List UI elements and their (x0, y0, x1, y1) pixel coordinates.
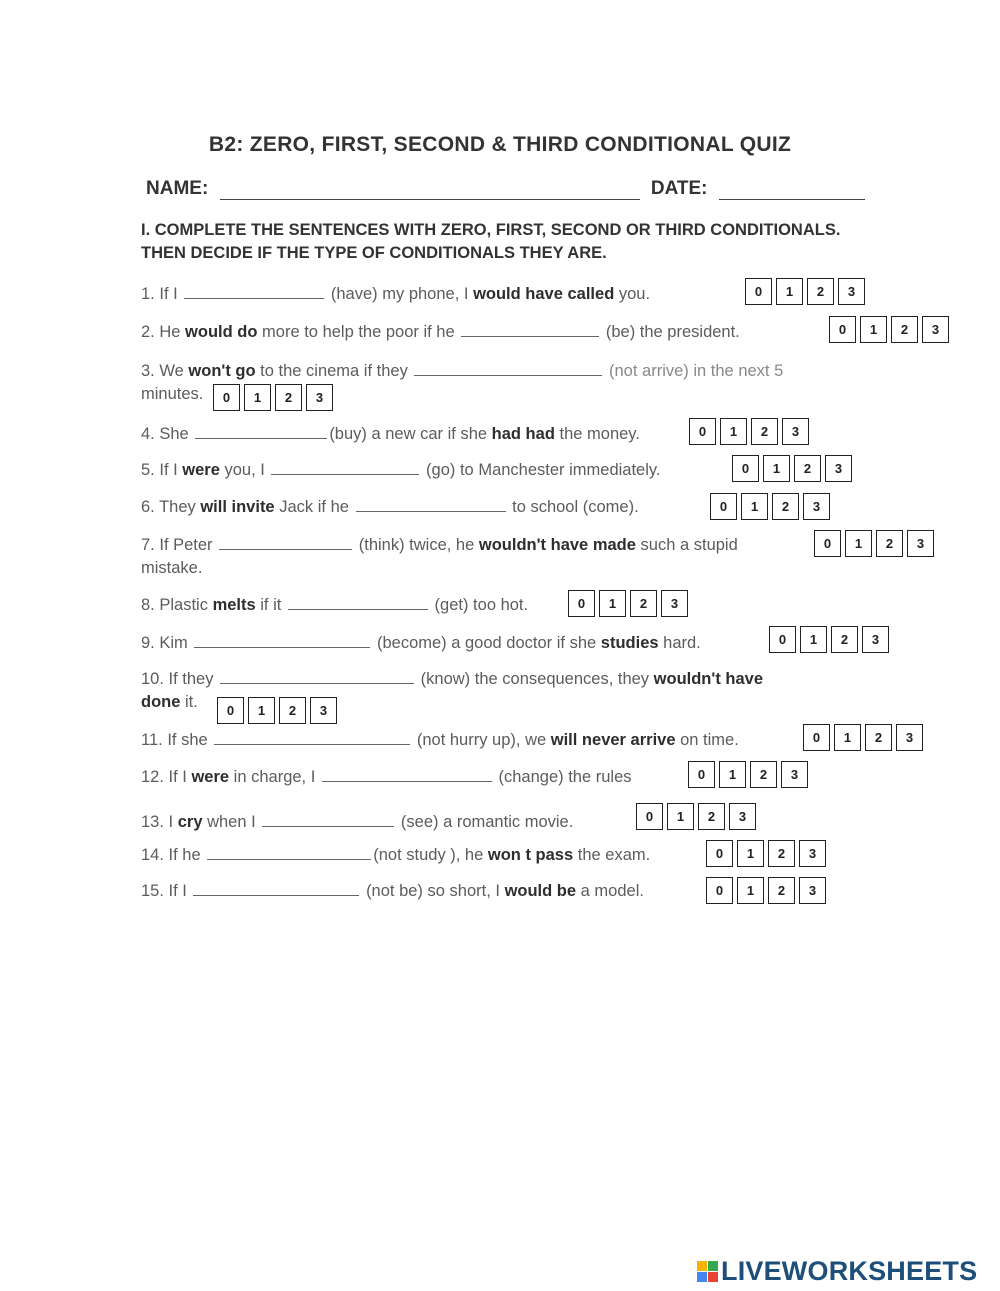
score-box-2[interactable]: 2 (891, 316, 918, 343)
question-13: 13. I cry when I (see) a romantic movie. (141, 813, 574, 831)
question-5: 5. If I were you, I (go) to Manchester immediately. (141, 461, 661, 479)
quiz-title: B2: ZERO, FIRST, SECOND & THIRD CONDITIONAL QUIZ (208, 133, 792, 156)
score-box-1[interactable]: 1 (776, 278, 803, 305)
question-10: 10. If they (know) the consequences, they wouldn't have done it. (141, 670, 764, 711)
score-box-2[interactable]: 2 (279, 697, 306, 724)
score-box-0[interactable]: 0 (745, 278, 772, 305)
score-boxes-6 (710, 493, 833, 520)
score-box-1[interactable]: 1 (719, 761, 746, 788)
question-12: 12. If I were in charge, I (change) the rules (141, 768, 632, 786)
score-box-3[interactable]: 3 (799, 877, 826, 904)
question-11: 11. If she (not hurry up), we will never arrive on time. (141, 731, 739, 749)
score-boxes-1 (745, 278, 868, 305)
score-box-1[interactable]: 1 (599, 590, 626, 617)
name-field[interactable] (220, 181, 640, 200)
answer-blank[interactable] (322, 766, 492, 782)
score-box-3[interactable]: 3 (306, 384, 333, 411)
logo-text: LIVEWORKSHEETS (721, 1256, 978, 1286)
question-4: 4. She (buy) a new car if she had had the money. (141, 425, 640, 443)
score-boxes-3 (213, 384, 336, 411)
score-box-2[interactable]: 2 (865, 724, 892, 751)
score-box-1[interactable]: 1 (737, 877, 764, 904)
score-box-1[interactable]: 1 (248, 697, 275, 724)
score-box-2[interactable]: 2 (768, 877, 795, 904)
score-boxes-4 (689, 418, 812, 445)
score-box-1[interactable]: 1 (800, 626, 827, 653)
answer-blank[interactable] (414, 360, 602, 376)
score-boxes-7 (814, 530, 937, 557)
score-box-1[interactable]: 1 (845, 530, 872, 557)
score-box-2[interactable]: 2 (275, 384, 302, 411)
score-box-2[interactable]: 2 (794, 455, 821, 482)
score-boxes-12 (688, 761, 811, 788)
answer-blank[interactable] (214, 729, 410, 745)
name-label: NAME: (146, 178, 209, 199)
score-boxes-8 (568, 590, 691, 617)
score-box-2[interactable]: 2 (831, 626, 858, 653)
answer-blank[interactable] (193, 880, 359, 896)
score-box-2[interactable]: 2 (807, 278, 834, 305)
score-box-0[interactable]: 0 (688, 761, 715, 788)
instructions: I. COMPLETE THE SENTENCES WITH ZERO, FIRST, SECOND OR THIRD CONDITIONALS. THEN DECIDE IF THE TYPE OF CONDITIONALS THEY ARE. (141, 221, 841, 262)
answer-blank[interactable] (220, 668, 414, 684)
score-box-3[interactable]: 3 (661, 590, 688, 617)
score-box-3[interactable]: 3 (862, 626, 889, 653)
score-boxes-5 (732, 455, 855, 482)
score-box-0[interactable]: 0 (829, 316, 856, 343)
question-7: 7. If Peter (think) twice, he wouldn't have made such a stupid mistake. (141, 536, 738, 577)
score-box-1[interactable]: 1 (244, 384, 271, 411)
score-box-0[interactable]: 0 (217, 697, 244, 724)
score-box-2[interactable]: 2 (698, 803, 725, 830)
score-box-1[interactable]: 1 (763, 455, 790, 482)
score-box-2[interactable]: 2 (768, 840, 795, 867)
answer-blank[interactable] (219, 534, 352, 550)
question-15: 15. If I (not be) so short, I would be a model. (141, 882, 644, 900)
score-box-3[interactable]: 3 (310, 697, 337, 724)
answer-blank[interactable] (271, 459, 419, 475)
score-box-0[interactable]: 0 (213, 384, 240, 411)
score-box-1[interactable]: 1 (860, 316, 887, 343)
liveworksheets-logo (697, 1256, 977, 1287)
score-boxes-2 (829, 316, 952, 343)
score-boxes-14 (706, 840, 829, 867)
score-box-1[interactable]: 1 (741, 493, 768, 520)
question-8: 8. Plastic melts if it (get) too hot. (141, 596, 529, 614)
score-box-2[interactable]: 2 (772, 493, 799, 520)
score-box-3[interactable]: 3 (922, 316, 949, 343)
score-boxes-10 (217, 697, 340, 724)
answer-blank[interactable] (288, 594, 428, 610)
score-box-0[interactable]: 0 (803, 724, 830, 751)
score-box-3[interactable]: 3 (803, 493, 830, 520)
question-1: 1. If I (have) my phone, I would have called you. (141, 285, 651, 303)
score-box-0[interactable]: 0 (706, 877, 733, 904)
score-box-0[interactable]: 0 (769, 626, 796, 653)
score-box-2[interactable]: 2 (750, 761, 777, 788)
score-box-0[interactable]: 0 (568, 590, 595, 617)
score-box-2[interactable]: 2 (751, 418, 778, 445)
score-box-3[interactable]: 3 (781, 761, 808, 788)
answer-blank[interactable] (262, 811, 394, 827)
score-boxes-15 (706, 877, 829, 904)
score-box-3[interactable]: 3 (896, 724, 923, 751)
date-label: DATE: (650, 178, 708, 199)
answer-blank[interactable] (184, 283, 324, 299)
score-box-0[interactable]: 0 (814, 530, 841, 557)
score-box-0[interactable]: 0 (706, 840, 733, 867)
logo-mark-icon (697, 1261, 718, 1282)
question-2: 2. He would do more to help the poor if he (be) the president. (141, 323, 740, 341)
score-boxes-13 (636, 803, 759, 830)
score-box-1[interactable]: 1 (737, 840, 764, 867)
score-box-0[interactable]: 0 (710, 493, 737, 520)
score-box-3[interactable]: 3 (799, 840, 826, 867)
question-9: 9. Kim (become) a good doctor if she studies hard. (141, 634, 701, 652)
score-box-3[interactable]: 3 (907, 530, 934, 557)
question-14: 14. If he (not study ), he won t pass the exam. (141, 846, 651, 864)
score-box-3[interactable]: 3 (825, 455, 852, 482)
answer-blank[interactable] (207, 844, 371, 860)
question-6: 6. They will invite Jack if he to school (come). (141, 498, 639, 516)
score-box-0[interactable]: 0 (636, 803, 663, 830)
score-box-3[interactable]: 3 (782, 418, 809, 445)
name-date-row (146, 178, 865, 200)
score-box-1[interactable]: 1 (834, 724, 861, 751)
score-boxes-9 (769, 626, 892, 653)
score-box-1[interactable]: 1 (667, 803, 694, 830)
question-3: 3. We won't go to the cinema if they (not arrive) in the next 5 minutes. (141, 362, 784, 403)
score-box-3[interactable]: 3 (838, 278, 865, 305)
score-box-0[interactable]: 0 (732, 455, 759, 482)
score-box-2[interactable]: 2 (630, 590, 657, 617)
score-box-3[interactable]: 3 (729, 803, 756, 830)
score-box-1[interactable]: 1 (720, 418, 747, 445)
score-boxes-11 (803, 724, 926, 751)
date-field[interactable] (719, 181, 865, 200)
answer-blank[interactable] (356, 496, 506, 512)
answer-blank[interactable] (195, 423, 327, 439)
answer-blank[interactable] (194, 632, 370, 648)
score-box-0[interactable]: 0 (689, 418, 716, 445)
score-box-2[interactable]: 2 (876, 530, 903, 557)
answer-blank[interactable] (461, 321, 599, 337)
